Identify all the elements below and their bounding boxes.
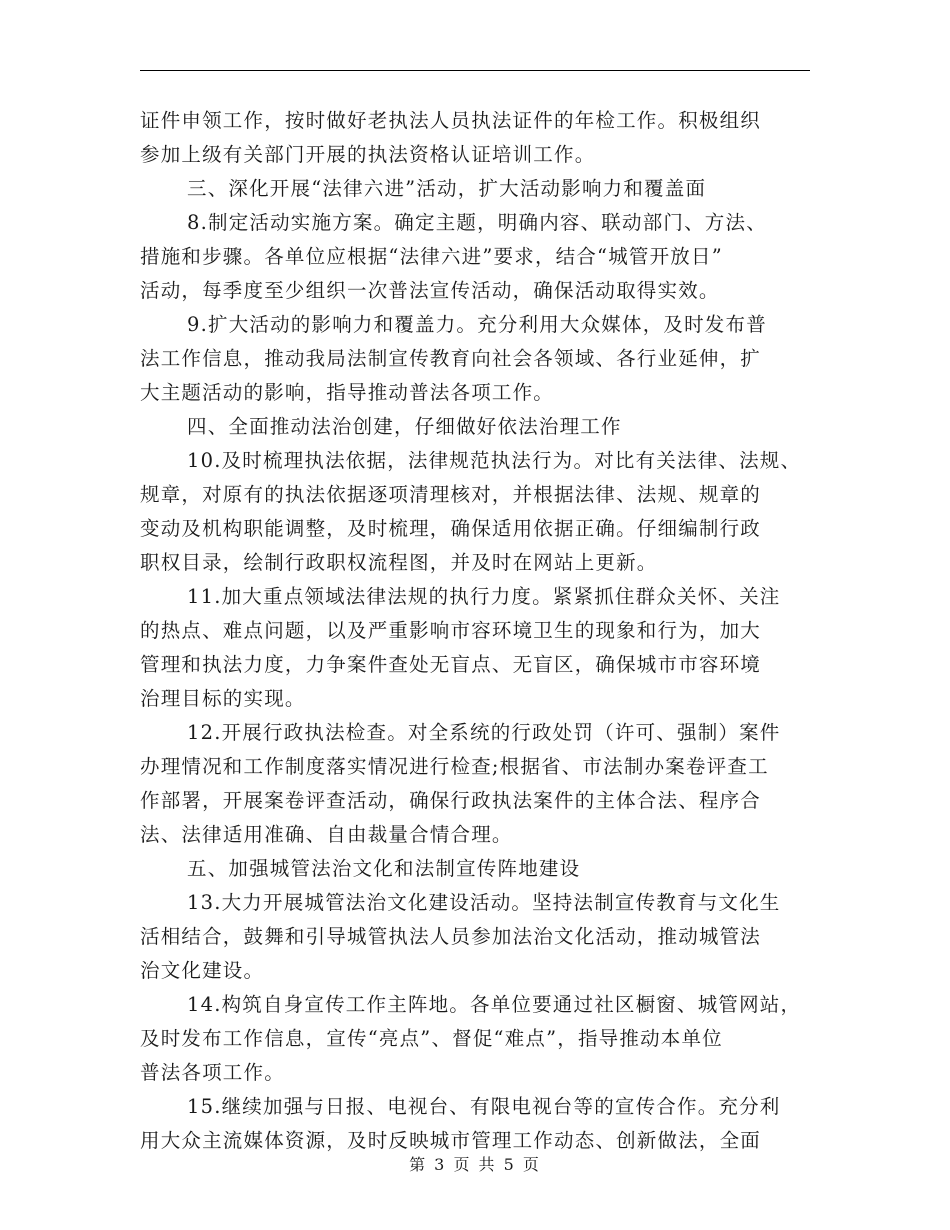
text-line: 用大众主流媒体资源，及时反映城市管理工作动态、创新做法，全面	[140, 1129, 762, 1152]
text-line: 规章，对原有的执法依据逐项清理核对，并根据法律、法规、规章的	[140, 483, 762, 506]
text-line: 12.开展行政执法检查。对全系统的行政处罚（许可、强制）案件	[187, 721, 781, 744]
text-line: 及时发布工作信息，宣传“亮点”、督促“难点”，指导推动本单位	[140, 1027, 723, 1050]
text-line: 治理目标的实现。	[140, 687, 306, 710]
text-line: 措施和步骤。各单位应根据“法律六进”要求，结合“城管开放日”	[140, 245, 723, 268]
text-line: 办理情况和工作制度落实情况进行检查;根据省、市法制办案卷评查工	[140, 755, 769, 778]
text-line: 五、加强城管法治文化和法制宣传阵地建设	[187, 857, 581, 880]
text-line: 11.加大重点领域法律法规的执行力度。紧紧抓住群众关怀、关注	[187, 585, 781, 608]
text-line: 法工作信息，推动我局法制宣传教育向社会各领域、各行业延伸，扩	[140, 347, 762, 370]
text-line: 普法各项工作。	[140, 1061, 285, 1084]
text-line: 10.及时梳理执法依据，法律规范执法行为。对比有关法律、法规、	[187, 449, 802, 472]
text-line: 职权目录，绘制行政职权流程图，并及时在网站上更新。	[140, 551, 658, 574]
text-line: 14.构筑自身宣传工作主阵地。各单位要通过社区橱窗、城管网站，	[187, 993, 802, 1016]
document-body	[140, 104, 830, 1158]
text-line: 活相结合，鼓舞和引导城管执法人员参加法治文化活动，推动城管法	[140, 925, 762, 948]
text-line: 变动及机构职能调整，及时梳理，确保适用依据正确。仔细编制行政	[140, 517, 762, 540]
text-line: 作部署，开展案卷评查活动，确保行政执法案件的主体合法、程序合	[140, 789, 762, 812]
text-line: 法、法律适用准确、自由裁量合情合理。	[140, 823, 513, 846]
text-line: 大主题活动的影响，指导推动普法各项工作。	[140, 381, 555, 404]
text-line: 管理和执法力度，力争案件查处无盲点、无盲区，确保城市市容环境	[140, 653, 762, 676]
text-line: 证件申领工作，按时做好老执法人员执法证件的年检工作。积极组织	[140, 109, 762, 132]
text-line: 活动，每季度至少组织一次普法宣传活动，确保活动取得实效。	[140, 279, 720, 302]
text-line: 8.制定活动实施方案。确定主题，明确内容、联动部门、方法、	[187, 211, 767, 234]
header-rule	[140, 70, 810, 71]
text-line: 15.继续加强与日报、电视台、有限电视台等的宣传合作。充分利	[187, 1095, 781, 1118]
page-number: 第 3 页 共 5 页	[409, 1155, 541, 1174]
text-line: 四、全面推动法治创建，仔细做好依法治理工作	[187, 415, 622, 438]
text-line: 参加上级有关部门开展的执法资格认证培训工作。	[140, 143, 596, 166]
text-line: 9.扩大活动的影响力和覆盖力。充分利用大众媒体，及时发布普	[187, 313, 767, 336]
text-line: 的热点、难点问题，以及严重影响市容环境卫生的现象和行为，加大	[140, 619, 762, 642]
text-line: 三、深化开展“法律六进”活动，扩大活动影响力和覆盖面	[187, 177, 707, 200]
text-line: 治文化建设。	[140, 959, 265, 982]
text-line: 13.大力开展城管法治文化建设活动。坚持法制宣传教育与文化生	[187, 891, 781, 914]
